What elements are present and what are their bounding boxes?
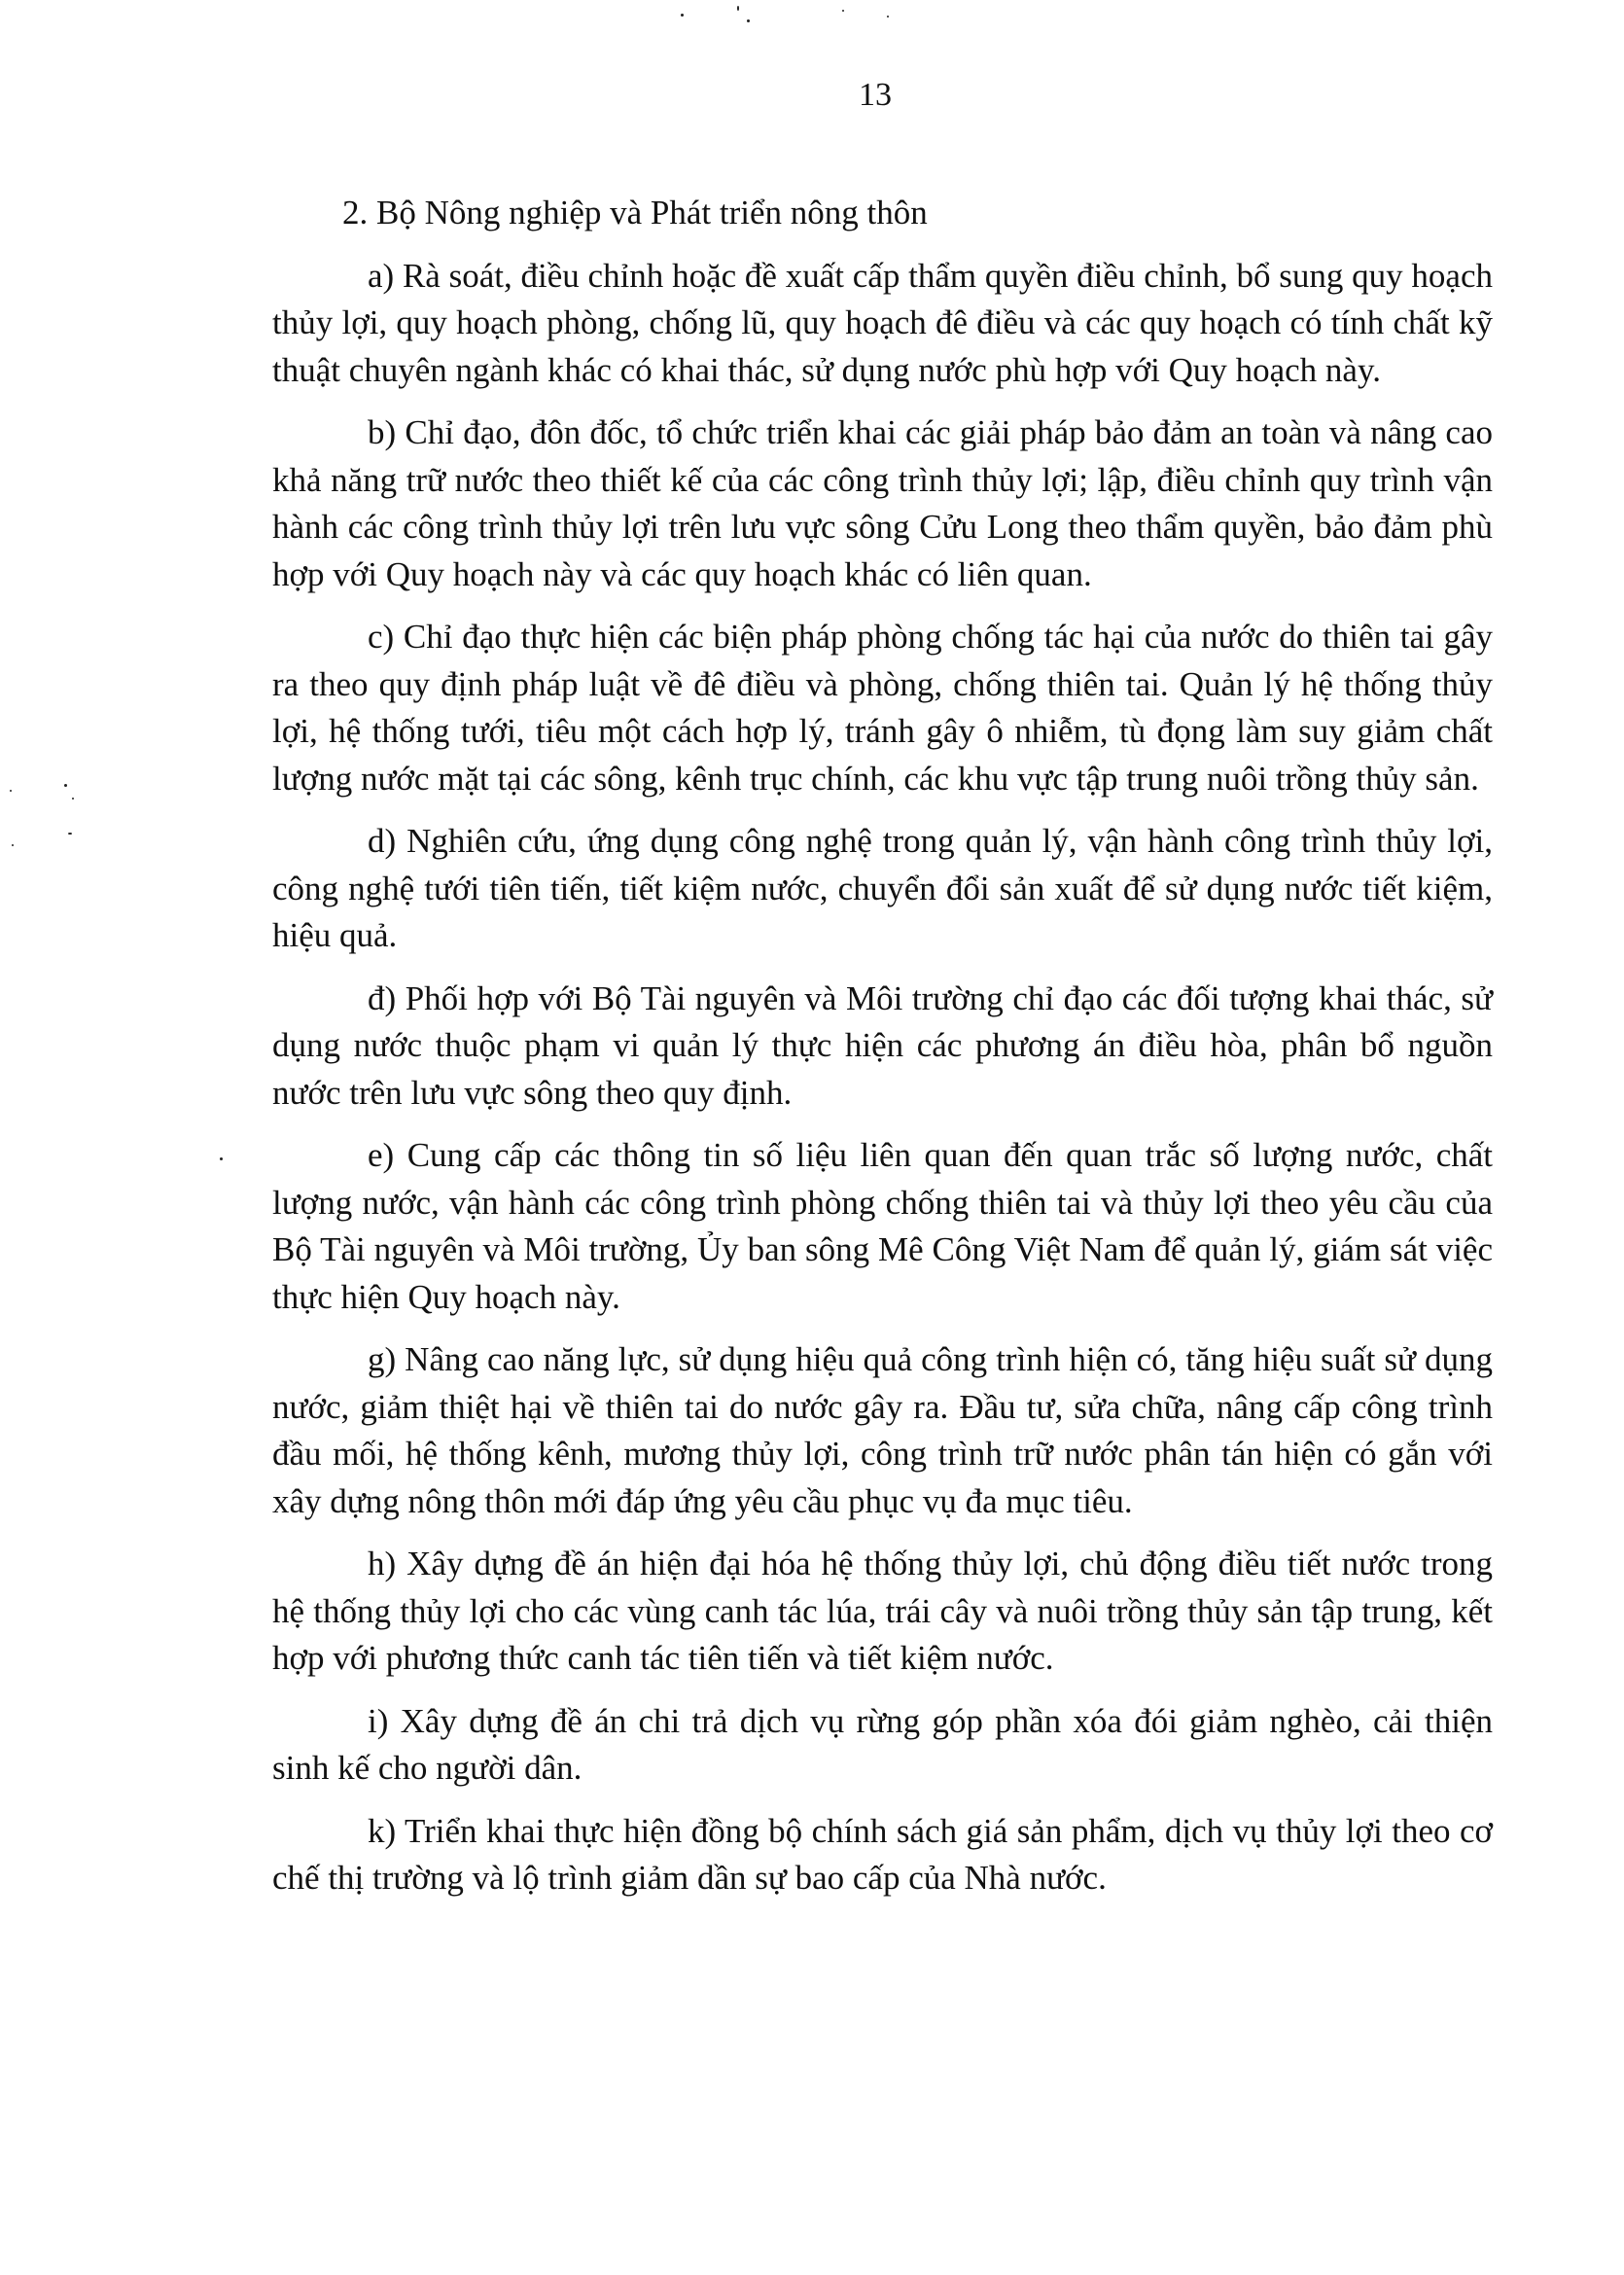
paragraph-h: h) Xây dựng đề án hiện đại hóa hệ thống thủy lợi, chủ động điều tiết nước trong hệ thống thủy lợi cho các vùng canh tác lúa, trái cây và nuôi trồng thủy sản tập trung, kết hợp với phương thức canh tác tiên tiến và tiết kiệm nước.	[272, 1545, 1493, 1677]
scan-speck	[681, 14, 684, 17]
paragraph-dd: đ) Phối hợp với Bộ Tài nguyên và Môi trường chỉ đạo các đối tượng khai thác, sử dụng nước thuộc phạm vi quản lý thực hiện các phương án điều hòa, phân bổ nguồn nước trên lưu vực sông theo quy định.	[272, 978, 1493, 1112]
paragraph-g: g) Nâng cao năng lực, sử dụng hiệu quả công trình hiện có, tăng hiệu suất sử dụng nước, giảm thiệt hại về thiên tai do nước gây ra. Đầu tư, sửa chữa, nâng cấp công trình đầu mối, hệ thống kênh, mương thủy lợi, công trình trữ nước phân tán hiện có gắn với xây dựng nông thôn mới đáp ứng yêu cầu phục vụ đa mục tiêu.	[272, 1340, 1493, 1520]
paragraph-k: k) Triển khai thực hiện đồng bộ chính sách giá sản phẩm, dịch vụ thủy lợi theo cơ chế thị trường và lộ trình giảm dần sự bao cấp của Nhà nước.	[272, 1811, 1493, 1897]
paragraph-c: c) Chỉ đạo thực hiện các biện pháp phòng chống tác hại của nước do thiên tai gây ra theo quy định pháp luật về đê điều và phòng, chống thiên tai. Quản lý hệ thống thủy lợi, hệ thống tưới, tiêu một cách hợp lý, tránh gây ô nhiễm, tù đọng làm suy giảm chất lượng nước mặt tại các sông, kênh trục chính, các khu vực tập trung nuôi trồng thủy sản.	[272, 618, 1493, 798]
scan-speck	[737, 6, 739, 11]
paragraph-a: a) Rà soát, điều chỉnh hoặc đề xuất cấp thẩm quyền điều chỉnh, bổ sung quy hoạch thủy lợi, quy hoạch phòng, chống lũ, quy hoạch đê điều và các quy hoạch có tính chất kỹ thuật chuyên ngành khác có khai thác, sử dụng nước phù hợp với Quy hoạch này.	[272, 256, 1493, 389]
page-number: 13	[859, 77, 892, 113]
scan-speck	[12, 844, 14, 846]
scan-speck	[10, 790, 12, 792]
scan-speck	[887, 16, 889, 18]
scan-speck	[72, 798, 74, 800]
section-heading: 2. Bộ Nông nghiệp và Phát triển nông thôn	[342, 194, 928, 231]
scan-speck	[220, 1157, 223, 1160]
scan-speck	[747, 19, 750, 22]
paragraph-e: e) Cung cấp các thông tin số liệu liên quan đến quan trắc số lượng nước, chất lượng nước, vận hành các công trình phòng chống thiên tai và thủy lợi theo yêu cầu của Bộ Tài nguyên và Môi trường, Ủy ban sông Mê Công Việt Nam để quản lý, giám sát việc thực hiện Quy hoạch này.	[272, 1136, 1493, 1316]
scan-speck	[842, 10, 844, 12]
paragraph-i: i) Xây dựng đề án chi trả dịch vụ rừng góp phần xóa đói giảm nghèo, cải thiện sinh kế cho người dân.	[272, 1701, 1493, 1787]
document-body	[272, 190, 1493, 1918]
scan-speck	[64, 784, 67, 787]
paragraph-b: b) Chỉ đạo, đôn đốc, tổ chức triển khai các giải pháp bảo đảm an toàn và nâng cao khả năng trữ nước theo thiết kế của các công trình thủy lợi; lập, điều chỉnh quy trình vận hành các công trình thủy lợi trên lưu vực sông Cửu Long theo thẩm quyền, bảo đảm phù hợp với Quy hoạch này và các quy hoạch khác có liên quan.	[272, 413, 1493, 593]
paragraph-d: d) Nghiên cứu, ứng dụng công nghệ trong quản lý, vận hành công trình thủy lợi, công nghệ tưới tiên tiến, tiết kiệm nước, chuyển đổi sản xuất để sử dụng nước tiết kiệm, hiệu quả.	[272, 822, 1493, 954]
scan-speck	[68, 833, 72, 835]
